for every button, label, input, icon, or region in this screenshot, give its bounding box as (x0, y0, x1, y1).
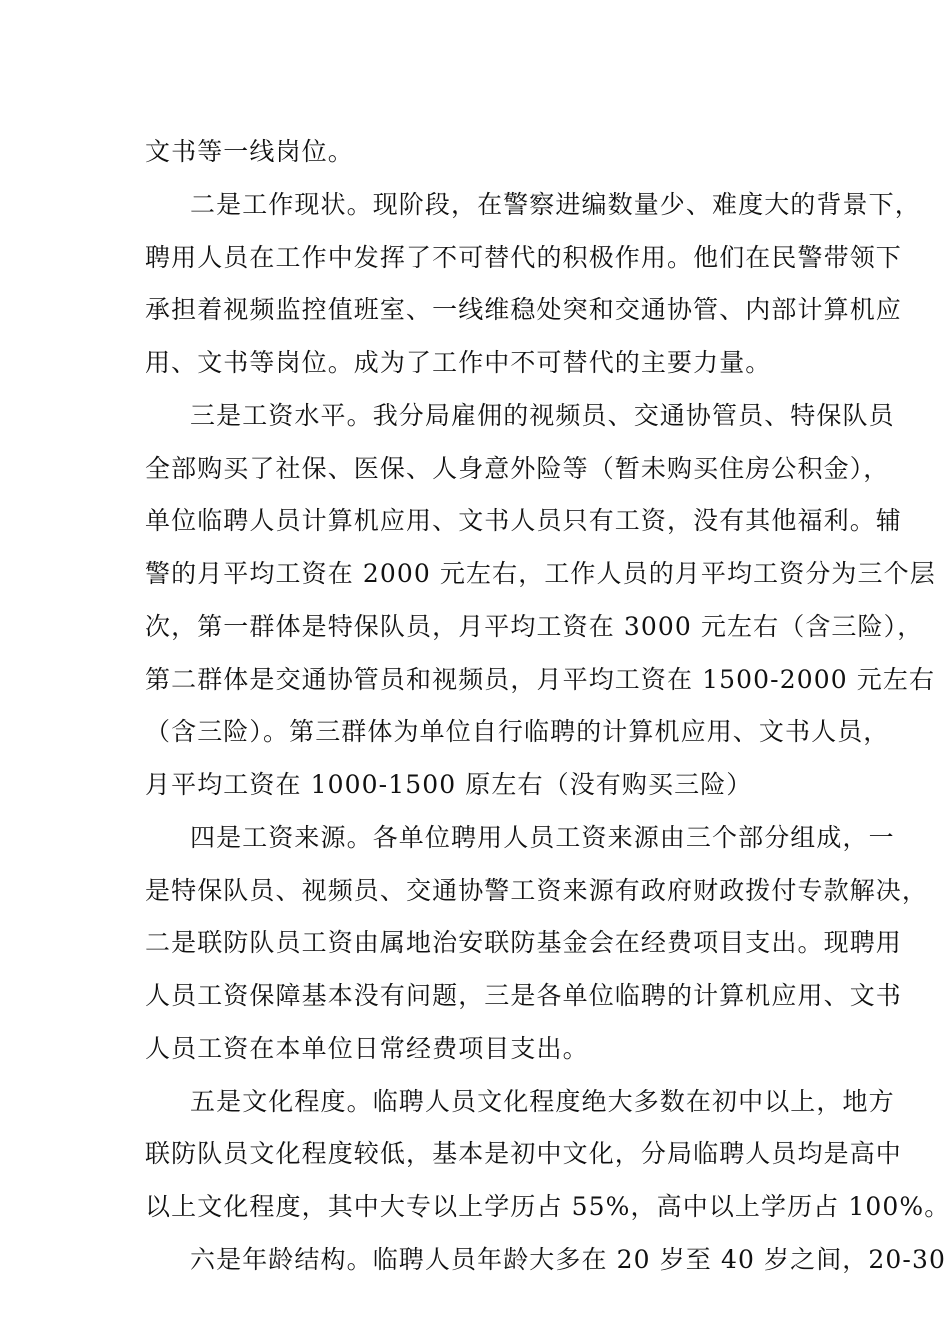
text-line: 文书等一线岗位。 (145, 137, 354, 166)
text-line: （含三险）。第三群体为单位自行临聘的计算机应用、文书人员， (145, 717, 890, 746)
paragraph-wage-level: 三是工资水平。我分局雇佣的视频员、交通协管员、特保队员 (190, 401, 895, 430)
paragraph-work-status: 二是工作现状。现阶段，在警察进编数量少、难度大的背景下， (190, 190, 921, 219)
text-line: 警的月平均工资在 2000 元左右，工作人员的月平均工资分为三个层 (145, 559, 936, 588)
text-line: 人员工资保障基本没有问题，三是各单位临聘的计算机应用、文书 (145, 981, 902, 1010)
text-line: 用、文书等岗位。成为了工作中不可替代的主要力量。 (145, 348, 772, 377)
paragraph-education: 五是文化程度。临聘人员文化程度绝大多数在初中以上，地方 (190, 1087, 895, 1116)
text-line: 是特保队员、视频员、交通协警工资来源有政府财政拨付专款解决， (145, 876, 929, 905)
text-line: 第二群体是交通协管员和视频员，月平均工资在 1500-2000 元左右 (145, 665, 936, 694)
paragraph-wage-source: 四是工资来源。各单位聘用人员工资来源由三个部分组成，一 (190, 823, 895, 852)
text-line: 联防队员文化程度较低，基本是初中文化，分局临聘人员均是高中 (145, 1139, 902, 1168)
text-line: 二是联防队员工资由属地治安联防基金会在经费项目支出。现聘用 (145, 928, 902, 957)
text-line: 聘用人员在工作中发挥了不可替代的积极作用。他们在民警带领下 (145, 243, 902, 272)
text-line: 以上文化程度，其中大专以上学历占 55%，高中以上学历占 100%。 (145, 1192, 950, 1221)
text-line: 次，第一群体是特保队员，月平均工资在 3000 元左右（含三险）， (145, 612, 924, 641)
text-line: 月平均工资在 1000-1500 原左右（没有购买三险） (145, 770, 753, 799)
text-line: 承担着视频监控值班室、一线维稳处突和交通协管、内部计算机应 (145, 295, 902, 324)
text-line: 人员工资在本单位日常经费项目支出。 (145, 1034, 589, 1063)
text-line: 全部购买了社保、医保、人身意外险等（暂未购买住房公积金）， (145, 454, 890, 483)
text-line: 单位临聘人员计算机应用、文书人员只有工资，没有其他福利。辅 (145, 506, 902, 535)
paragraph-age-structure: 六是年龄结构。临聘人员年龄大多在 20 岁至 40 岁之间，20-30 (190, 1245, 946, 1274)
